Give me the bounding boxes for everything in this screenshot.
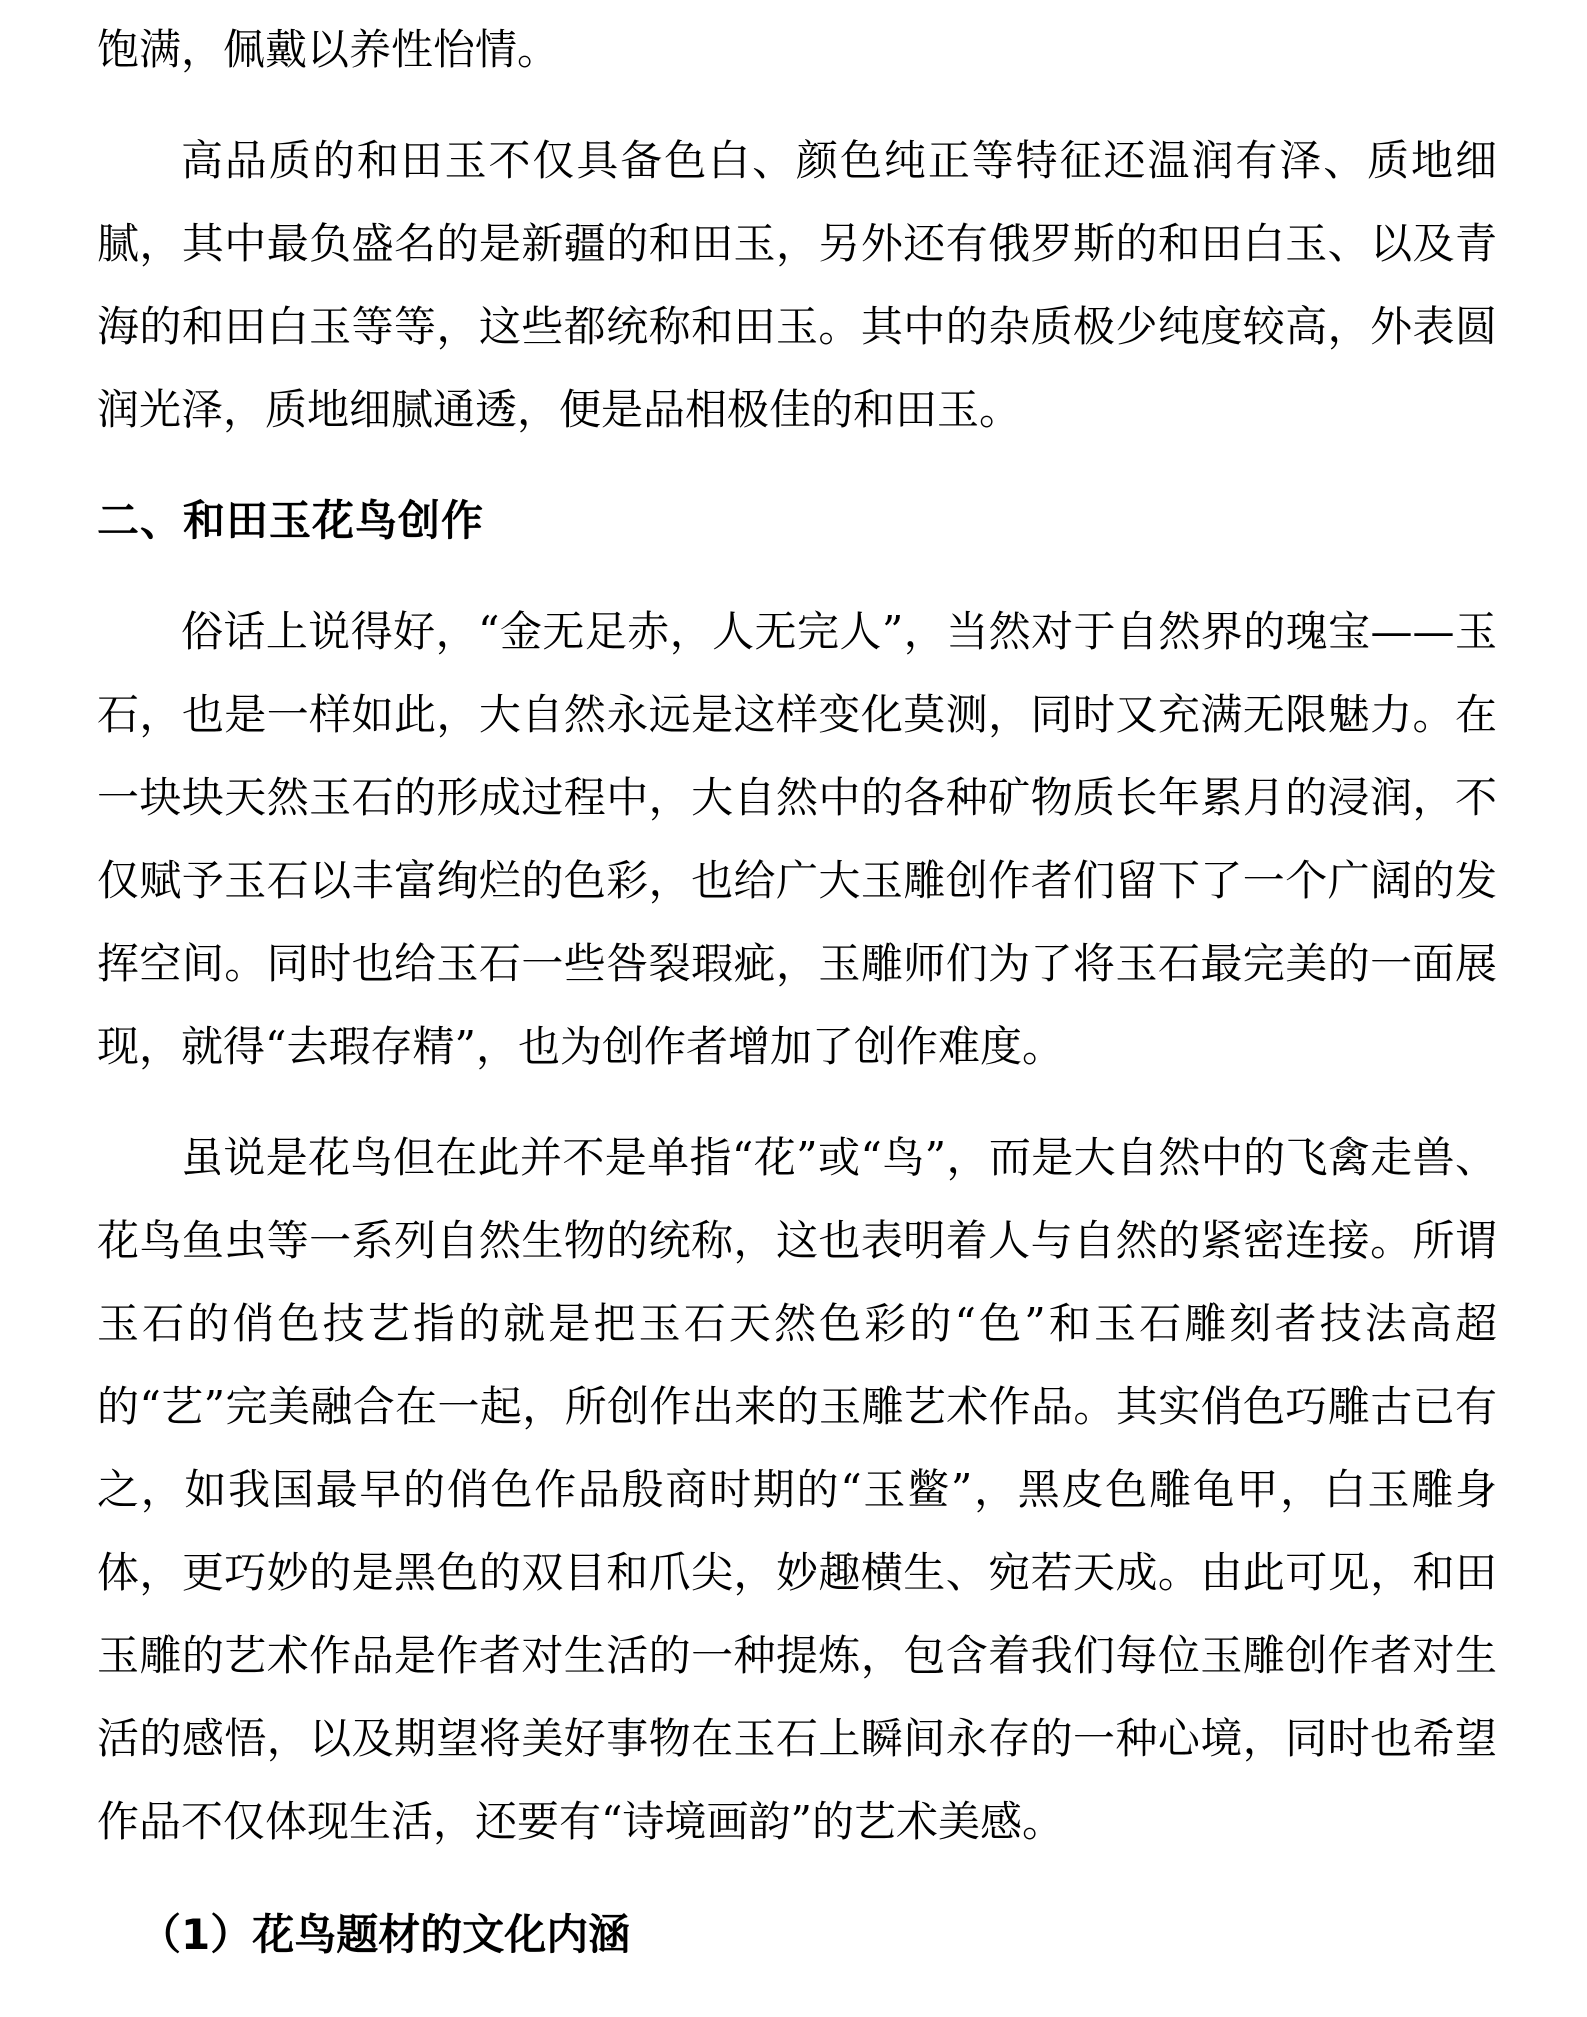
subsection-heading: （1）花鸟题材的文化内涵: [139, 1910, 631, 1959]
paragraph-jade-quality: 高品质的和田玉不仅具备色白、颜色纯正等特征还温润有泽、质地细腻，其中最负盛名的是新疆的和田玉，另外还有俄罗斯的和田白玉、以及青海的和田白玉等等，这些都统称和田玉。其中的杂质极少纯度较高，外表圆润光泽，质地细腻通透，便是品相极佳的和田玉。: [97, 136, 1497, 434]
paragraph-continued: 饱满，佩戴以养性怡情。: [97, 25, 560, 74]
paragraph-proverb: 俗话上说得好，“金无足赤，人无完人”，当然对于自然界的瑰宝——玉石，也是一样如此，大自然永远是这样变化莫测，同时又充满无限魅力。在一块块天然玉石的形成过程中，大自然中的各种矿物质长年累月的浸润，不仅赋予玉石以丰富绚烂的色彩，也给广大玉雕创作者们留下了一个广阔的发挥空间。同时也给玉石一些咎裂瑕疵，玉雕师们为了将玉石最完美的一面展现，就得“去瑕存精”，也为创作者增加了创作难度。: [97, 607, 1497, 1071]
document-page: [97, 0, 1497, 1976]
paragraph-flowers-birds: 虽说是花鸟但在此并不是单指“花”或“鸟”，而是大自然中的飞禽走兽、花鸟鱼虫等一系列自然生物的统称，这也表明着人与自然的紧密连接。所谓玉石的俏色技艺指的就是把玉石天然色彩的“色”和玉石雕刻者技法高超的“艺”完美融合在一起，所创作出来的玉雕艺术作品。其实俏色巧雕古已有之，如我国最早的俏色作品殷商时期的“玉鳖”，黑皮色雕龟甲，白玉雕身体，更巧妙的是黑色的双目和爪尖，妙趣横生、宛若天成。由此可见，和田玉雕的艺术作品是作者对生活的一种提炼，包含着我们每位玉雕创作者对生活的感悟，以及期望将美好事物在玉石上瞬间永存的一种心境，同时也希望作品不仅体现生活，还要有“诗境画韵”的艺术美感。: [97, 1133, 1497, 1846]
section-heading: 二、和田玉花鸟创作: [97, 496, 485, 545]
